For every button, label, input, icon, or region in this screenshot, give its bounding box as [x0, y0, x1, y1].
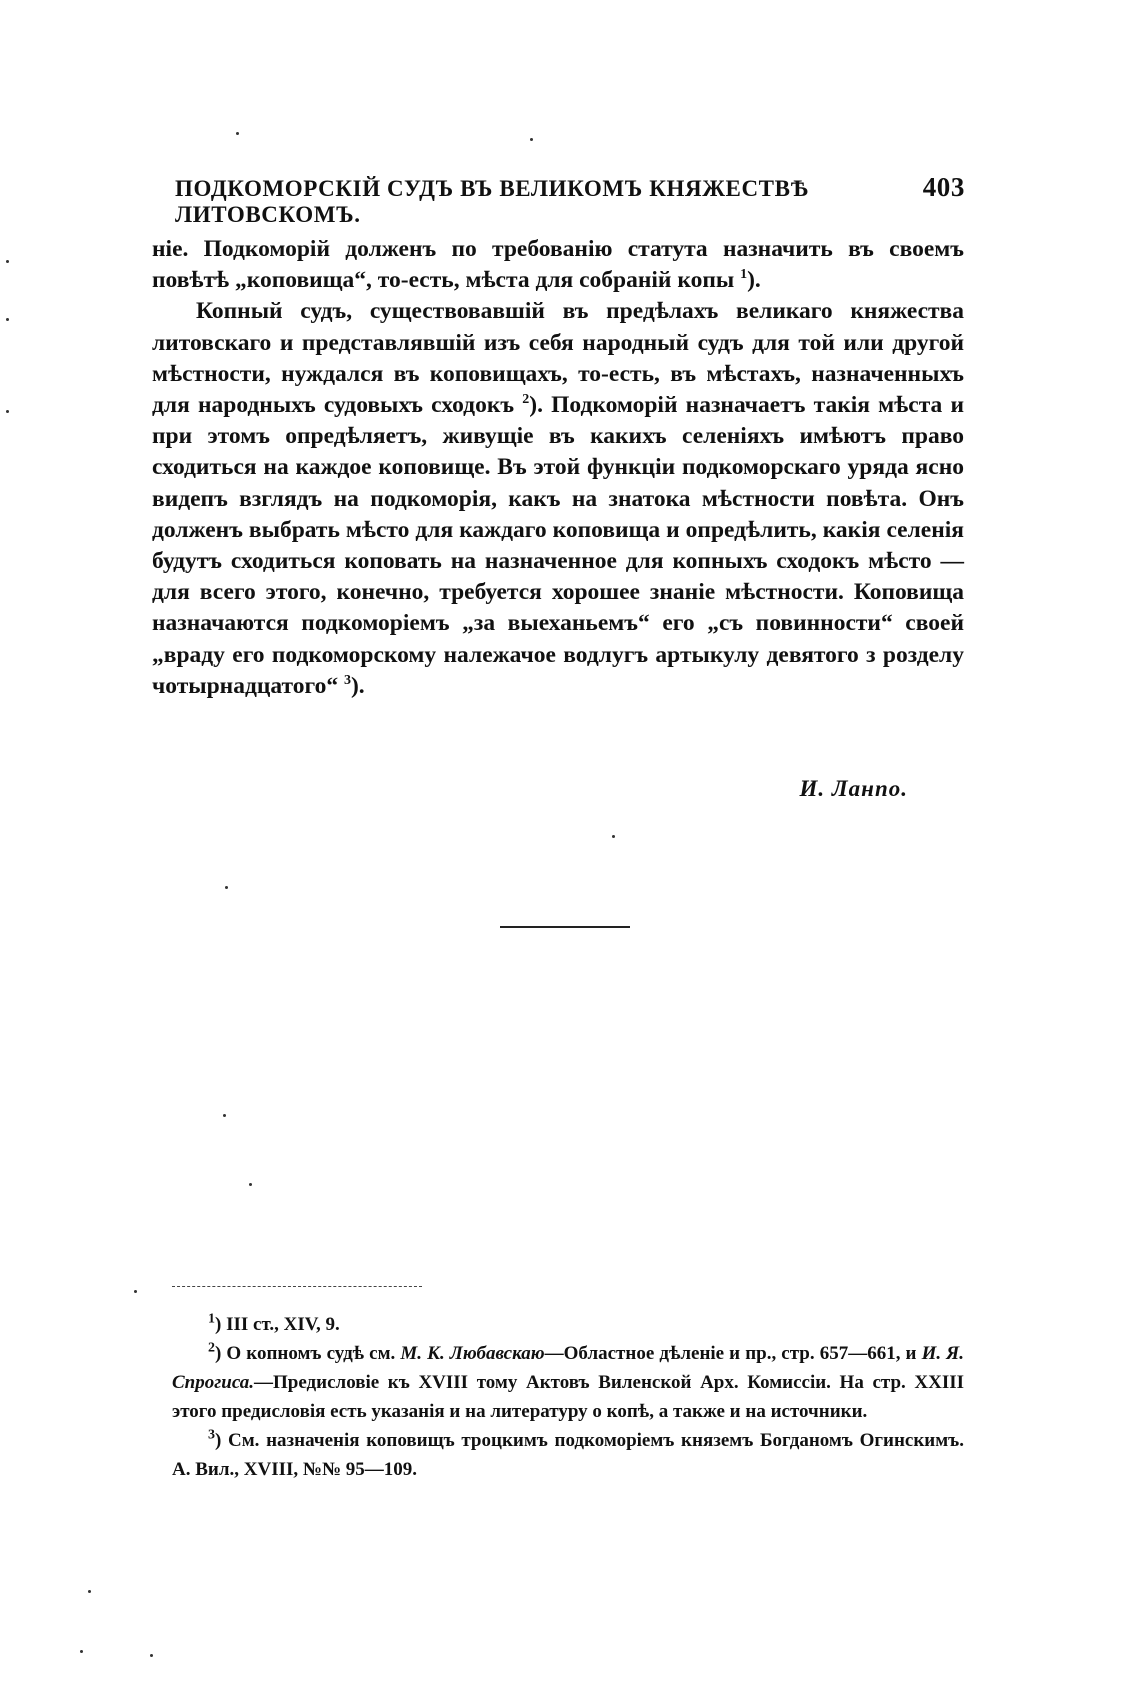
scan-speck — [134, 1290, 137, 1293]
main-text — [152, 234, 964, 702]
author-signature: И. Ланпо. — [799, 776, 908, 801]
scan-speck — [6, 410, 9, 413]
footnote-separator — [172, 1286, 422, 1287]
page-number: 403 — [922, 172, 965, 202]
footnote-ref: 1 — [740, 267, 748, 283]
scan-speck — [225, 886, 228, 889]
footnote: $^2$) О копномъ судѣ см. М. К. Любавскаю—Областное дѣленіе и пр., стр. 657—661, и И. Я. Спрогиса.—Предисловіе къ XVIII тому Актовъ Виленской Арх. Комиссіи. На стр. XXIII этого предисловія есть указанія и на литературу о копѣ, а также и на источники. — [172, 1340, 965, 1422]
scan-speck — [88, 1590, 91, 1593]
footnote: $^1$) III ст., XIV, 9. — [208, 1311, 340, 1335]
footnotes — [172, 1310, 964, 1484]
scan-speck — [236, 132, 239, 135]
scan-speck — [150, 1654, 153, 1657]
paragraph: ніе. Подкоморій долженъ по требованію статута назначить въ своемъ повѣтѣ „коповища“, то-есть, мѣста для собраній копы $^1$). — [152, 236, 964, 294]
footnote-ref: 2 — [522, 392, 530, 408]
scan-speck — [6, 318, 9, 321]
scan-speck — [612, 835, 615, 838]
scan-speck — [80, 1650, 83, 1653]
scan-speck — [530, 138, 533, 141]
scan-speck — [6, 260, 9, 263]
scan-speck — [249, 1183, 252, 1186]
running-header — [175, 172, 965, 228]
scan-speck — [223, 1114, 226, 1117]
section-divider — [500, 926, 630, 928]
paragraph: Копный судъ, существовавшій въ предѣлахъ великаго княжества литовскаго и представлявшій изъ себя народный судъ для той или другой мѣстности, нуждался въ коповищахъ, то-есть, въ мѣстахъ, назначенныхъ для народныхъ судовыхъ сходокъ $^2$). Подкоморій назначаетъ такія мѣста и при этомъ опредѣляетъ, живущіе въ какихъ селеніяхъ имѣютъ право сходиться на каждое коповище. Въ этой функціи подкоморскаго уряда ясно видепъ взглядъ на подкоморія, какъ на знатока мѣстности повѣта. Онъ долженъ выбрать мѣсто для каждаго коповища и опредѣлить, какія селенія будутъ сходиться коповать на назначенное для копныхъ сходокъ мѣсто — для всего этого, конечно, требуется хорошее знаніе мѣстности. Коповища назначаются подкоморіемъ „за выеханьемъ“ его „съ повинности“ своей „враду его подкоморскому належачое водлугъ артыкулу девятого з розделу чотырнадцатого“ $^3$). — [152, 298, 965, 699]
footnote-ref: 3 — [343, 673, 351, 689]
footnote: $^3$) См. назначенія коповищъ троцкимъ подкоморіемъ княземъ Богданомъ Огинскимъ. А. Вил., XVIII, №№ 95—109. — [172, 1427, 965, 1480]
running-title: ПОДКОМОРСКІЙ СУДЪ ВЪ ВЕЛИКОМЪ КНЯЖЕСТВѢ ЛИТОВСКОМЪ. — [175, 176, 809, 227]
